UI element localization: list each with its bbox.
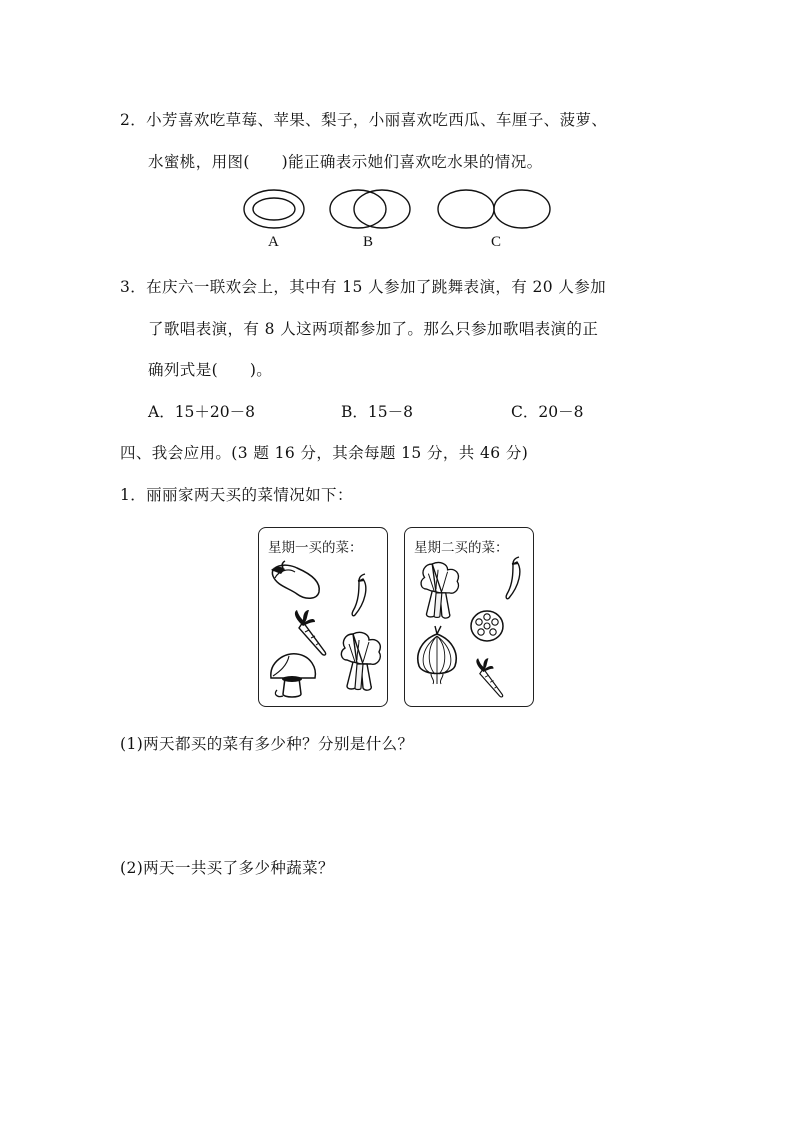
- mushroom-icon: [267, 650, 319, 702]
- tuesday-vegetables-card: [404, 527, 534, 707]
- eggplant-icon: [267, 560, 325, 602]
- venn-option-c: [438, 190, 550, 228]
- venn-option-a: [244, 190, 304, 228]
- carrot-icon: [473, 654, 509, 702]
- q4-1-subquestion-2: (2)两天一共买了多少种蔬菜？: [120, 859, 334, 877]
- bok-choy-icon: [413, 560, 463, 620]
- q3-option-c: C．20－8: [511, 403, 584, 421]
- venn-label-b: B: [363, 234, 374, 250]
- q3-line-1: 3．在庆六一联欢会上，其中有 15 人参加了跳舞表演，有 20 人参加: [120, 278, 607, 296]
- q2-line-1: 2．小芳喜欢吃草莓、苹果、梨子，小丽喜欢吃西瓜、车厘子、菠萝、: [120, 111, 608, 129]
- tuesday-card-title: 星期二买的菜：: [414, 540, 509, 556]
- venn-label-a: A: [268, 234, 279, 250]
- chili-icon: [349, 573, 371, 619]
- venn-diagram-options: [230, 182, 560, 254]
- q2-line-2: 水蜜桃，用图( )能正确表示她们喜欢吃水果的情况。: [148, 153, 543, 171]
- q3-line-3: 确列式是( )。: [148, 361, 273, 379]
- q4-1-intro: 1．丽丽家两天买的菜情况如下：: [120, 486, 353, 504]
- q3-option-b: B．15－8: [341, 403, 413, 421]
- q4-1-subquestion-1: (1)两天都买的菜有多少种？分别是什么？: [120, 735, 414, 753]
- venn-label-c: C: [491, 234, 502, 250]
- bok-choy-icon: [333, 630, 385, 692]
- monday-card-title: 星期一买的菜：: [268, 540, 363, 556]
- lotus-root-icon: [469, 608, 505, 644]
- section-4-heading: 四、我会应用。(3 题 16 分，其余每题 15 分，共 46 分): [120, 444, 529, 462]
- q3-line-2: 了歌唱表演，有 8 人这两项都参加了。那么只参加歌唱表演的正: [148, 320, 599, 338]
- venn-option-b: [330, 190, 410, 228]
- chili-icon: [503, 556, 525, 602]
- q3-option-a: A．15＋20－8: [148, 403, 256, 421]
- monday-vegetables-card: [258, 527, 388, 707]
- onion-icon: [413, 624, 461, 686]
